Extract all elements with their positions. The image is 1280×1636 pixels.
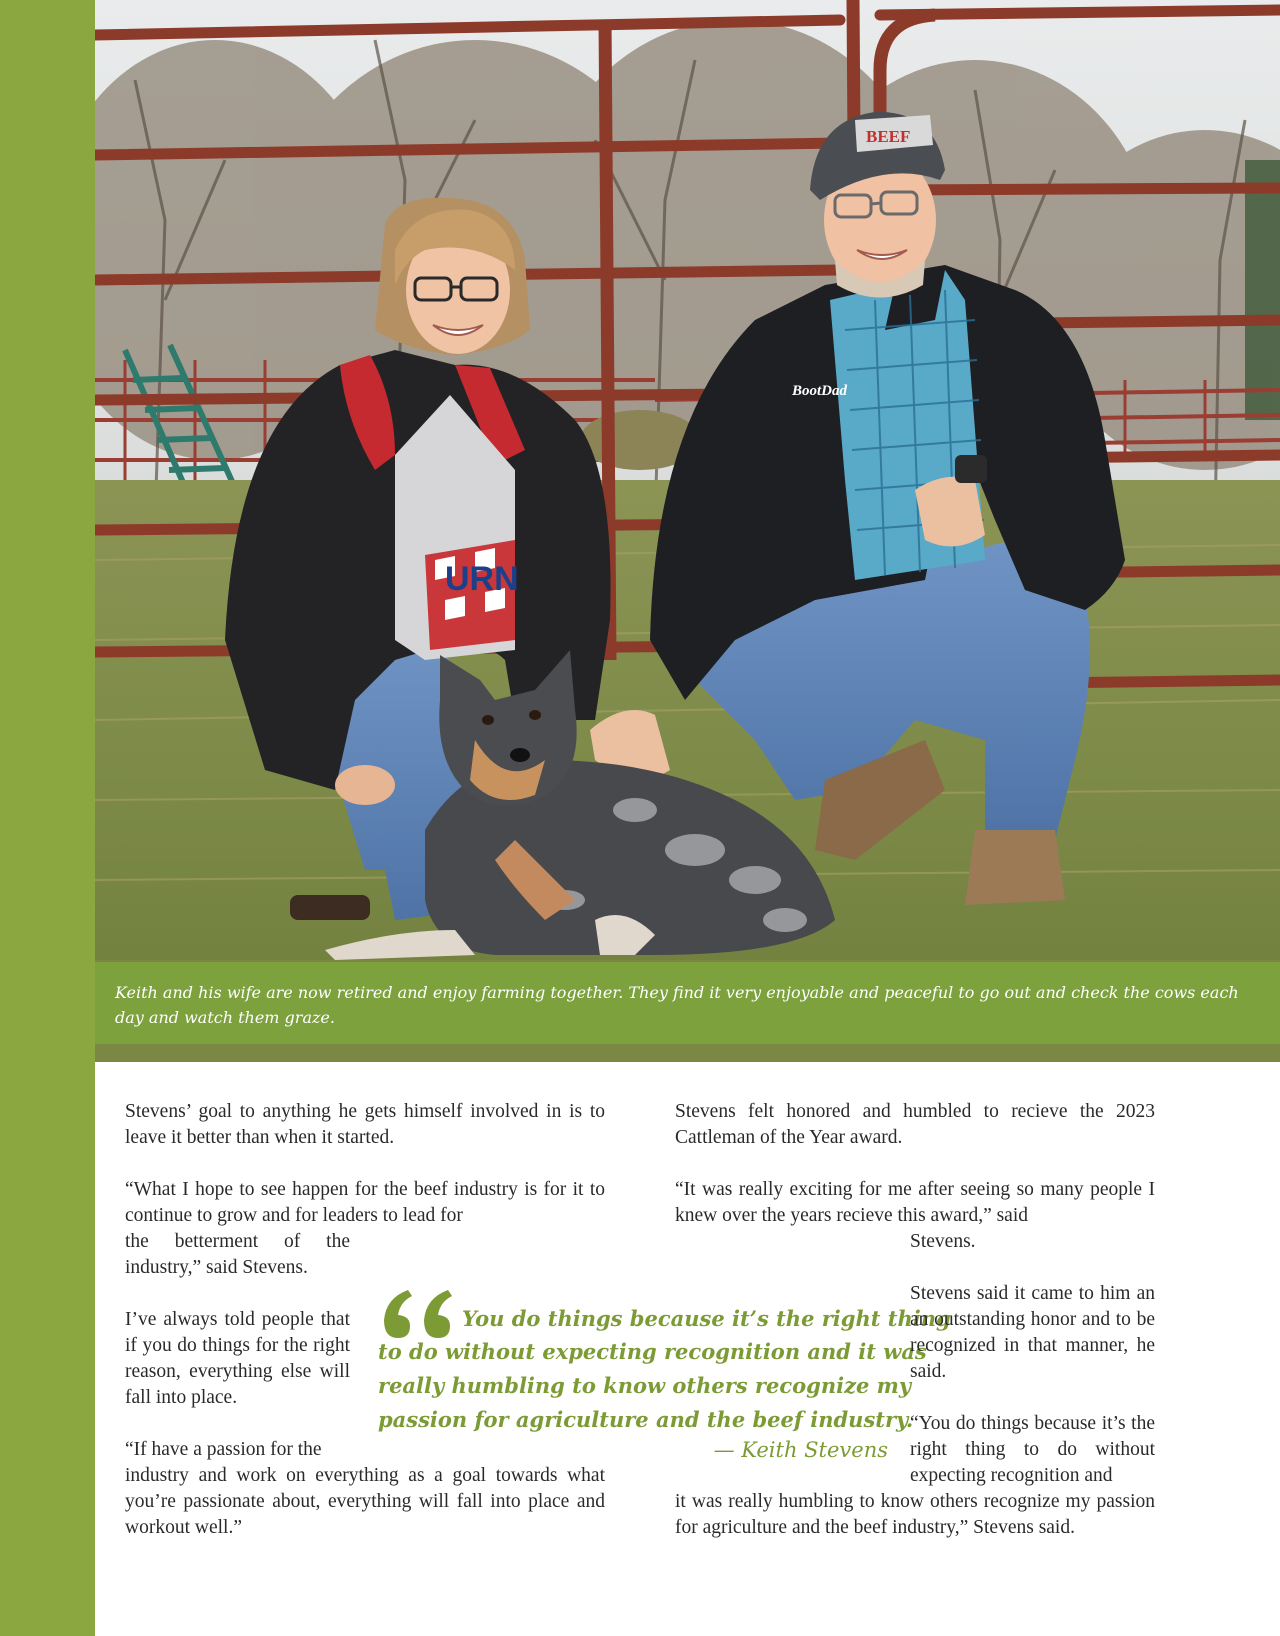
paragraph-right-2b: Stevens. <box>910 1231 976 1252</box>
paragraph-left-2b: the betterment of the industry,” said Stevens. <box>125 1231 350 1278</box>
photo-caption: Keith and his wife are now retired and enjoy farming together. They find it very enjoyable and peaceful to go out and check the cows each day and watch them graze. <box>115 983 1239 1027</box>
pull-quote-line-2: to do without expecting recognition and it was <box>378 1339 927 1364</box>
shirt-print-text: URN <box>445 560 519 598</box>
feature-photo <box>95 0 1280 1062</box>
pull-quote-line-3: really humbling to know others recognize my <box>378 1373 912 1398</box>
paragraph-right-4b: it was really humbling to know others recognize my passion for agriculture and the beef industry,” Stevens said. <box>675 1491 1155 1538</box>
paragraph-left-2a: “What I hope to see happen for the beef industry is for it to continue to grow and for leaders to lead for <box>125 1179 605 1226</box>
accent-sidebar <box>0 0 95 1636</box>
article-column-right <box>675 1099 1155 1541</box>
paragraph-left-3: I’ve always told people that if you do things for the right reason, everything else will fall into place. <box>125 1309 350 1408</box>
pull-quote-line-1: You do things because it’s the right thing <box>462 1306 951 1331</box>
pull-quote-line-4: passion for agriculture and the beef industry. <box>378 1407 914 1432</box>
pull-quote-attribution: — Keith Stevens <box>713 1438 888 1462</box>
jacket-logo-text: BootDad <box>792 383 848 399</box>
paragraph-left-4b: industry and work on everything as a goal towards what you’re passionate about, everything will fall into place and workout well.” <box>125 1465 605 1538</box>
paragraph-right-1: Stevens felt honored and humbled to recieve the 2023 Cattleman of the Year award. <box>675 1101 1155 1148</box>
paragraph-left-4a: “If have a passion for the <box>125 1439 322 1460</box>
paragraph-right-2a: “It was really exciting for me after seeing so many people I knew over the years recieve this award,” said <box>675 1179 1155 1226</box>
photo-illustration <box>95 0 1280 1062</box>
paragraph-right-4a: “You do things because it’s the right thing to do without expecting recognition and <box>910 1413 1155 1486</box>
cap-logo-text: BEEF <box>866 127 911 146</box>
paragraph-right-3: Stevens said it came to him an an outstanding honor and to be recognized in that manner, he said. <box>910 1283 1155 1382</box>
open-quote-icon <box>378 1286 452 1342</box>
photo-caption-band <box>95 962 1280 1044</box>
paragraph-left-1: Stevens’ goal to anything he gets himself involved in is to leave it better than when it started. <box>125 1101 605 1148</box>
